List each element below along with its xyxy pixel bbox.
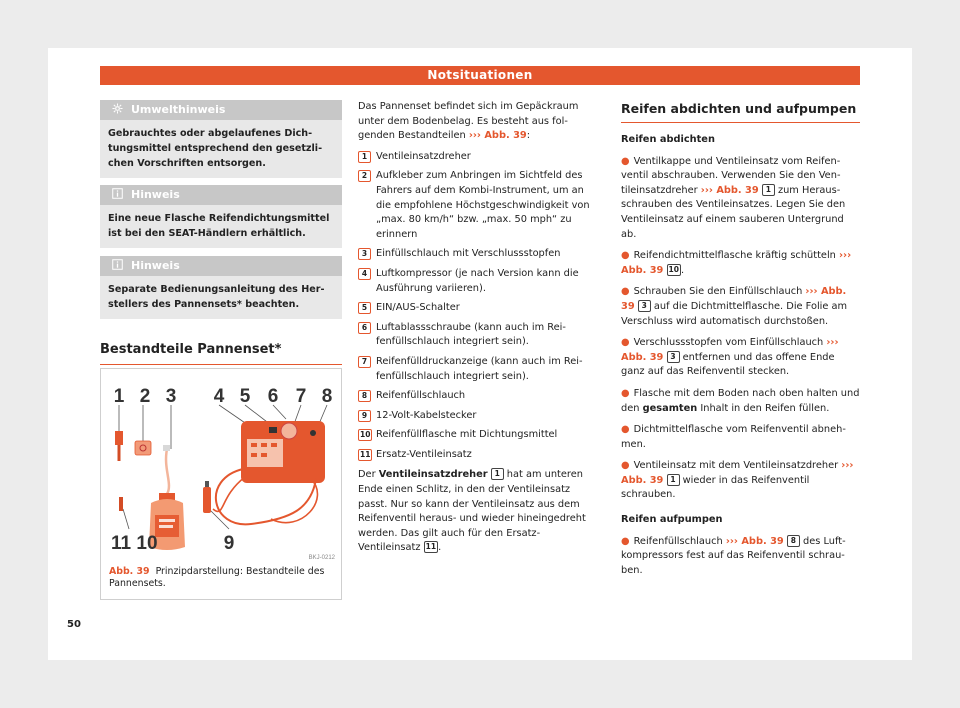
list-item [358,301,601,316]
subheading-inflating: Reifen aufpumpen [621,514,723,526]
note-header [100,185,342,205]
callout-4: 4 [213,386,225,407]
part-text: Reifenfülldruckanzeige (kann auch im Reifenfüllschlauch integriert sein). [376,355,583,382]
step-text: Dichtmittelflasche vom Reifenventil abnehmen. [621,424,846,450]
note-body: Separate Bedienungsanleitung des Herstellers des Pannensets* beachten. [108,284,325,310]
step-text: Verschlussstopfen vom Einfüllschlauch [633,337,824,349]
list-item [358,355,601,384]
part-text: EIN/AUS-Schalter [376,302,460,314]
step-text: auf die Dichtmittelflasche. Die Folie am Verschluss wird automatisch durchstoßen. [621,300,848,327]
callout-9: 9 [223,533,235,554]
part-number: 9 [358,410,371,422]
info-note-2 [100,256,342,319]
callout-6: 6 [267,386,279,407]
callout-11: 11 [110,533,132,554]
part-text: Luftkompressor (je nach Version kann die Ausführung variieren). [376,267,579,294]
bullet-dot: ● [621,250,630,262]
intro-text-end: : [526,130,531,142]
figure-reference-link[interactable]: ››› Abb. 39 [725,535,784,547]
note-heading: Hinweis [131,259,180,272]
bullet-dot: ● [621,286,630,298]
step-text: Ventilkappe und Ventileinsatz vom Reifenventil abschrauben. Verwenden Sie den Ventileinsatzdreher [621,155,841,196]
figure-reference-link[interactable]: ››› Abb. 39 [621,250,852,276]
callout-5: 5 [239,386,251,407]
note-heading: Umwelthinweis [131,103,226,116]
info-icon [112,188,123,199]
valve-tool-drawing [115,431,123,461]
step-3 [621,285,860,329]
note-body: Gebrauchtes oder abgelaufenes Dichtungsmittel entsprechend den gesetzlichen Vorschriften entsorgen. [108,128,323,169]
step-text: Reifendichtmittelflasche kräftig schütteln [633,250,836,262]
figure-reference-link[interactable]: ››› Abb. 39 [468,130,527,142]
section-title: Bestandteile Pannenset* [100,341,342,365]
inline-number: 1 [762,184,775,196]
step-4 [621,336,860,380]
inline-number: 3 [638,300,651,312]
info-icon [112,259,123,270]
part-text: Einfüllschlauch mit Verschlussstopfen [376,248,561,260]
outro-text-2: hat am unteren Ende einen Schlitz, in den der Ventileinsatz passt. Nur so kann der Ventileinsatz aus dem Reifenventil heraus- und wieder hineingedreht werden. Das gilt auch für den Ersatz-Ventileinsatz [358,469,586,554]
step-text: Schrauben Sie den Einfüllschlauch [633,286,803,298]
instructions-title: Reifen abdichten und aufpumpen [621,100,860,123]
subheading-sealing: Reifen abdichten [621,134,715,145]
step-text: Ventileinsatz mit dem Ventileinsatzdreher [633,460,839,472]
step-1 [621,155,860,243]
note-body: Eine neue Flasche Reifendichtungsmittel ist bei den SEAT-Händlern erhältlich. [108,213,330,239]
figure-reference-link[interactable]: ››› Abb. 39 [621,460,854,486]
parts-list [358,150,601,463]
inline-number: 11 [425,542,437,552]
step-text: wieder in das Reifenventil schrauben. [621,474,810,501]
page-number: 50 [67,619,81,630]
chapter-title: Notsituationen [427,68,533,82]
intro-paragraph [358,100,601,144]
figure-reference-link[interactable]: ››› Abb. 39 [700,184,759,196]
outro-text: Der [358,469,376,481]
tire-repair-kit-illustration [101,369,341,561]
inline-number: 10 [668,264,679,274]
part-number: 1 [358,151,371,163]
part-text: Ventileinsatzdreher [376,150,471,162]
note-heading: Hinweis [131,188,180,201]
list-item [358,428,601,443]
step-8 [621,535,860,579]
step-7 [621,459,860,503]
part-number: 11 [360,449,371,459]
plug-drawing [203,481,211,513]
callout-10: 10 [136,533,158,554]
inline-number: 1 [491,468,504,480]
outro-bold: Ventileinsatzdreher [378,469,488,481]
callout-1: 1 [113,386,125,407]
inline-number: 3 [667,351,680,363]
list-item [358,169,601,242]
step-5 [621,387,860,416]
bullet-dot: ● [621,155,630,167]
part-text: Luftablassschraube (kann auch im Reifenfüllschlauch integriert sein). [376,321,566,348]
callout-7: 7 [295,386,307,407]
step-text: Flasche mit dem Boden nach oben halten und den [621,387,860,414]
step-text: Reifenfüllschlauch [633,535,723,547]
bullet-dot: ● [621,460,630,472]
figure-label: Abb. 39 [109,566,150,577]
note-header [100,256,342,276]
callout-8: 8 [321,386,333,407]
part-number: 5 [358,302,371,314]
leaf-icon [112,103,123,114]
list-item [358,409,601,424]
intro-text: Das Pannenset befindet sich im Gepäckraum unter dem Bodenbelag. Es besteht aus folgenden Bestandteilen [358,101,579,142]
step-2 [621,249,860,278]
part-number: 10 [360,430,371,440]
figure-caption [109,566,335,590]
step-text: zum Herausschrauben des Ventileinsatzes. Legen Sie den Ventileinsatz auf einem sauberen Untergrund ab. [621,184,846,240]
outro-text-end: . [438,542,442,554]
part-number: 2 [358,170,371,182]
step-bold: gesamten [642,402,698,414]
part-number: 4 [358,268,371,280]
list-item [358,389,601,404]
info-note-1 [100,185,342,248]
figure-code: BKJ-0212 [308,555,335,561]
figure-caption-text: Prinzipdarstellung: Bestandteile des Pannensets. [109,566,325,589]
part-number: 6 [358,322,371,334]
compressor-drawing [241,421,325,483]
figure-39 [100,368,342,600]
figure-reference-link[interactable]: ››› Abb. 39 [621,286,847,312]
list-item [358,267,601,296]
part-text: Ersatz-Ventileinsatz [376,448,472,460]
step-text: Inhalt in den Reifen füllen. [700,402,830,414]
part-number: 7 [358,356,371,368]
callout-3: 3 [165,386,177,407]
chapter-header [100,66,860,85]
part-text: Aufkleber zum Anbringen im Sichtfeld des Fahrers auf dem Kombi-Instrument, um an die empfohlene Höchstgeschwindigkeit von „max. 80 km/h“ bzw. „max. 50 mph“ zu erinnern [376,170,590,240]
list-item [358,321,601,350]
part-text: Reifenfüllschlauch [376,390,466,402]
part-number: 8 [358,390,371,402]
list-item [358,247,601,262]
callout-2: 2 [139,386,151,407]
part-text: Reifenfüllflasche mit Dichtungsmittel [376,429,558,441]
step-text: . [680,264,685,276]
inline-number: 8 [787,535,800,547]
figure-reference-link[interactable]: ››› Abb. 39 [621,337,839,363]
part-number: 3 [358,248,371,260]
bullet-dot: ● [621,535,630,547]
list-item [358,448,601,463]
bullet-dot: ● [621,424,630,436]
step-text: entfernen und das offene Ende ganz auf das Reifenventil stecken. [621,351,835,378]
note-header [100,100,342,120]
part-text: 12-Volt-Kabelstecker [376,409,477,421]
step-text: des Luftkompressors fest auf das Reifenventil schrauben. [621,535,846,576]
instructions-column [621,100,860,578]
inline-number: 1 [667,474,680,486]
bullet-dot: ● [621,387,630,399]
list-item [358,150,601,165]
environment-note [100,100,342,178]
step-6 [621,423,860,452]
outro-paragraph [358,468,601,556]
parts-column [358,100,601,556]
bullet-dot: ● [621,337,630,349]
